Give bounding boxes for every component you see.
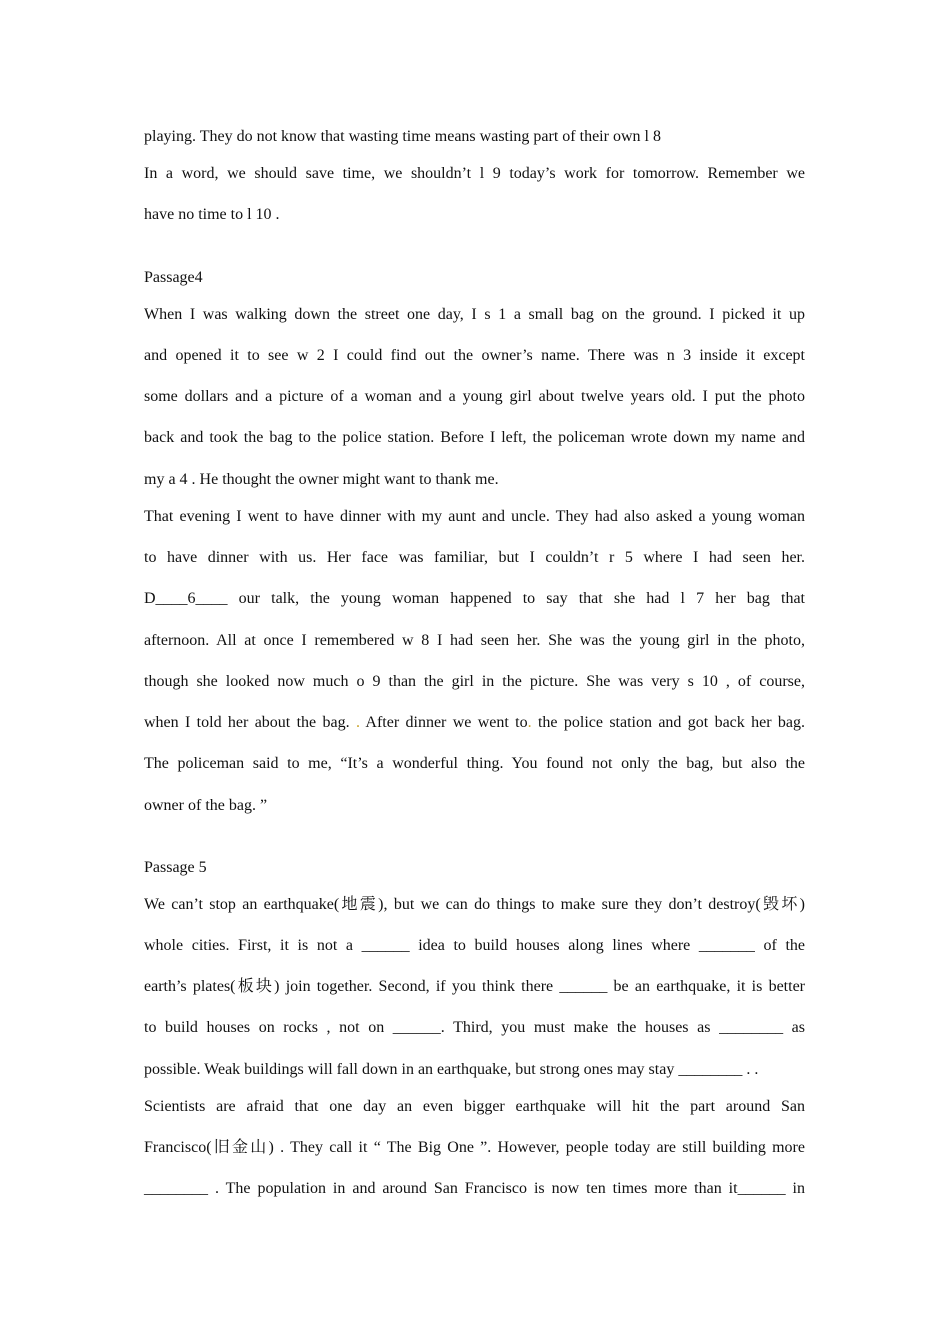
highlight-dot-1: . [355, 714, 360, 731]
passage5-line-8: ________ . The population in and around San Francisco is now ten times more than it______ in [144, 1180, 805, 1197]
passage4-line-7: to have dinner with us. Her face was familiar, but I couldn’t r 5 where I had seen her. [144, 549, 805, 566]
line-11-part-3: the police station and got back her bag. [531, 714, 806, 731]
passage4-line-13: owner of the bag. ” [144, 797, 268, 814]
passage4-line-5: my a 4 . He thought the owner might want to thank me. [144, 471, 499, 488]
passage5-line-4: to build houses on rocks , not on ______. Third, you must make the houses as ________ as [144, 1019, 805, 1036]
passage4-line-8: D____6____ our talk, the young woman happened to say that she had l 7 her bag that [144, 590, 805, 607]
passage3-line-1: playing. They do not know that wasting time means wasting part of their own l 8 [144, 128, 661, 145]
passage4-line-9: afternoon. All at once I remembered w 8 I had seen her. She was the young girl in the photo, [144, 632, 805, 649]
passage5-heading: Passage 5 [144, 859, 207, 876]
passage4-line-10: though she looked now much o 9 than the girl in the picture. She was very s 10 , of course, [144, 673, 805, 690]
passage4-line-11 [144, 713, 805, 733]
line-11-part-1: when I told her about the bag. [144, 714, 356, 731]
passage4-heading: Passage4 [144, 269, 203, 286]
passage4-line-4: back and took the bag to the police station. Before I left, the policeman wrote down my name and [144, 429, 805, 446]
line-11-part-2: After dinner we went to [365, 714, 528, 731]
passage5-line-6: Scientists are afraid that one day an even bigger earthquake will hit the part around San [144, 1098, 805, 1115]
passage4-line-1: When I was walking down the street one day, I s 1 a small bag on the ground. I picked it up [144, 306, 805, 323]
passage3-line-3: have no time to l 10 . [144, 206, 280, 223]
passage4-line-12: The policeman said to me, “It’s a wonderful thing. You found not only the bag, but also the [144, 755, 805, 772]
passage5-line-3: earth’s plates(板块) join together. Second, if you think there ______ be an earthquake, it is better [144, 978, 805, 995]
passage4-line-3: some dollars and a picture of a woman and a young girl about twelve years old. I put the photo [144, 388, 805, 405]
passage5-line-5: possible. Weak buildings will fall down in an earthquake, but strong ones may stay ________ . . [144, 1061, 759, 1078]
passage4-line-2: and opened it to see w 2 I could find out the owner’s name. There was n 3 inside it except [144, 347, 805, 364]
passage4-line-6: That evening I went to have dinner with my aunt and uncle. They had also asked a young woman [144, 508, 805, 525]
highlight-dot-2: . [527, 714, 532, 731]
passage3-line-2: In a word, we should save time, we shouldn’t l 9 today’s work for tomorrow. Remember we [144, 165, 805, 182]
passage5-line-7: Francisco(旧金山) . They call it “ The Big One ”. However, people today are still building more [144, 1139, 805, 1156]
passage5-line-1: We can’t stop an earthquake(地震), but we can do things to make sure they don’t destroy(毁坏) [144, 896, 805, 913]
passage5-line-2: whole cities. First, it is not a ______ idea to build houses along lines where _______ of the [144, 937, 805, 954]
